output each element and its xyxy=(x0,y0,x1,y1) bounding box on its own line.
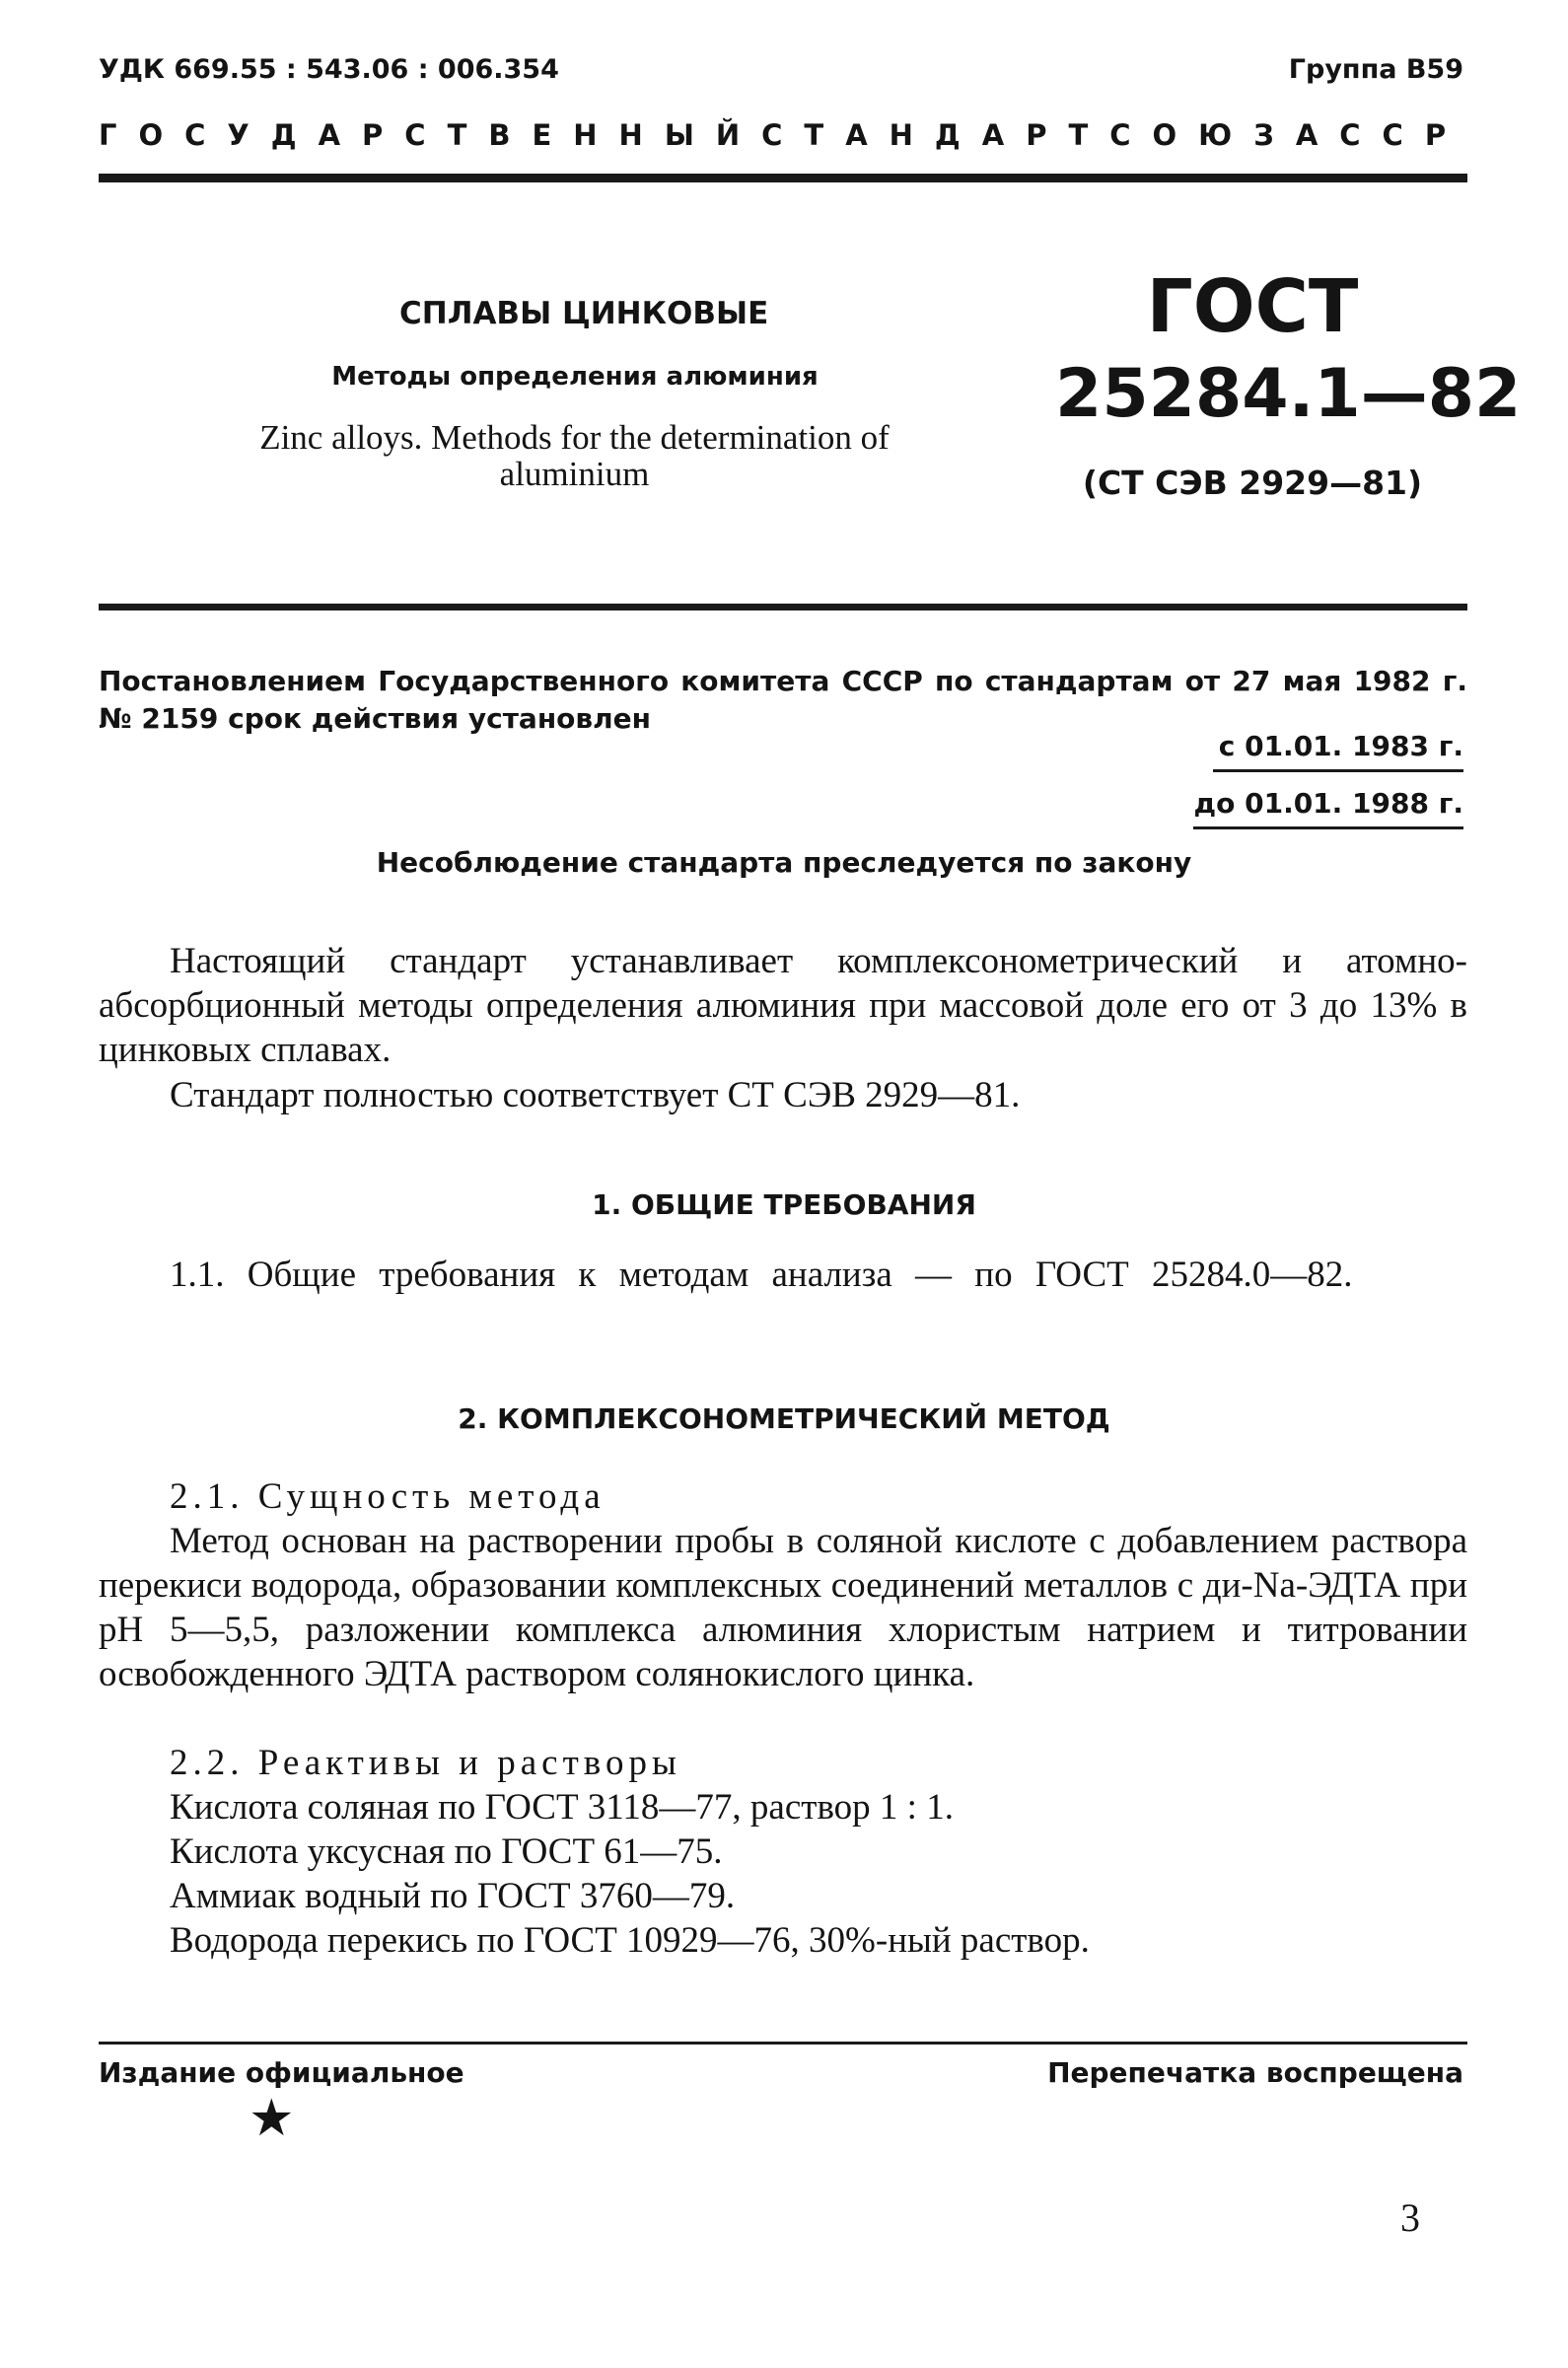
valid-from-underline xyxy=(1213,769,1463,772)
subsection-2-1-title: 2.1. Сущность метода xyxy=(170,1476,606,1517)
title-en: Zinc alloys. Methods for the determination of aluminium xyxy=(259,418,890,493)
valid-from: с 01.01. 1983 г. xyxy=(1218,730,1463,762)
star-icon: ★ xyxy=(249,2091,295,2147)
state-title-word-4: ССР xyxy=(1339,118,1468,152)
reprint-prohibited-note: Перепечатка воспрещена xyxy=(1047,2056,1463,2089)
subtitle-ru: Методы определения алюминия xyxy=(331,362,819,392)
gost-label: ГОСТ xyxy=(1146,264,1359,349)
header-rule xyxy=(99,174,1467,182)
state-title-word-3: СОЮЗА xyxy=(1109,118,1340,152)
state-title-word-2: СТАНДАРТ xyxy=(761,118,1110,152)
footer-rule xyxy=(99,2042,1467,2045)
section-2-heading: 2. КОМПЛЕКСОНОМЕТРИЧЕСКИЙ МЕТОД xyxy=(458,1402,1110,1435)
subsection-2-1-text: Метод основан на растворении пробы в соляной кислоте с добавлением раствора перекиси водорода, образовании комплексных соединений металлов с ди-Na-ЭДТА при pH 5—5,5, разложении комплекса алюминия хлористым натрием и титровании освобожденного ЭДТА раствором солянокислого цинка. xyxy=(99,1521,1467,1694)
gost-number: 25284.1—82 xyxy=(1055,355,1522,433)
section-1-heading: 1. ОБЩИЕ ТРЕБОВАНИЯ xyxy=(592,1188,976,1221)
official-edition-note: Издание официальное xyxy=(99,2056,464,2089)
valid-to: до 01.01. 1988 г. xyxy=(1193,787,1463,820)
section-1-1-text: 1.1. Общие требования к методам анализа — по ГОСТ 25284.0—82. xyxy=(170,1255,1353,1295)
state-title-word-1: ГОСУДАРСТВЕННЫЙ xyxy=(99,118,762,152)
reagent-item: Кислота уксусная по ГОСТ 61—75. xyxy=(170,1831,723,1872)
intro-compliance: Стандарт полностью соответствует СТ СЭВ 2929—81. xyxy=(170,1075,1021,1115)
law-note: Несоблюдение стандарта преследуется по закону xyxy=(376,846,1192,879)
valid-to-underline xyxy=(1193,826,1463,829)
udk-code: УДК 669.55 : 543.06 : 006.354 xyxy=(99,54,559,85)
intro-paragraph: Настоящий стандарт устанавливает комплексонометрический и атомно-абсорбционный методы определения алюминия при массовой доле его от 3 до 13% в цинковых сплавах. xyxy=(99,941,1467,1070)
decree-text: Постановлением Государственного комитета СССР по стандартам от 27 мая 1982 г. № 2159 срок действия установлен xyxy=(99,665,1467,735)
state-standard-title xyxy=(99,118,1467,152)
group-code: Группа В59 xyxy=(1288,54,1463,85)
reagent-item: Водорода перекись по ГОСТ 10929—76, 30%-ный раствор. xyxy=(170,1920,1090,1961)
reagent-item: Аммиак водный по ГОСТ 3760—79. xyxy=(170,1876,736,1916)
title-ru: СПЛАВЫ ЦИНКОВЫЕ xyxy=(399,296,769,331)
title-rule xyxy=(99,604,1467,610)
subsection-2-2-title: 2.2. Реактивы и растворы xyxy=(170,1743,681,1783)
reagent-item: Кислота соляная по ГОСТ 3118—77, раствор 1 : 1. xyxy=(170,1787,954,1828)
page-number: 3 xyxy=(1400,2195,1420,2240)
sev-reference: (СТ СЭВ 2929—81) xyxy=(1082,464,1423,502)
